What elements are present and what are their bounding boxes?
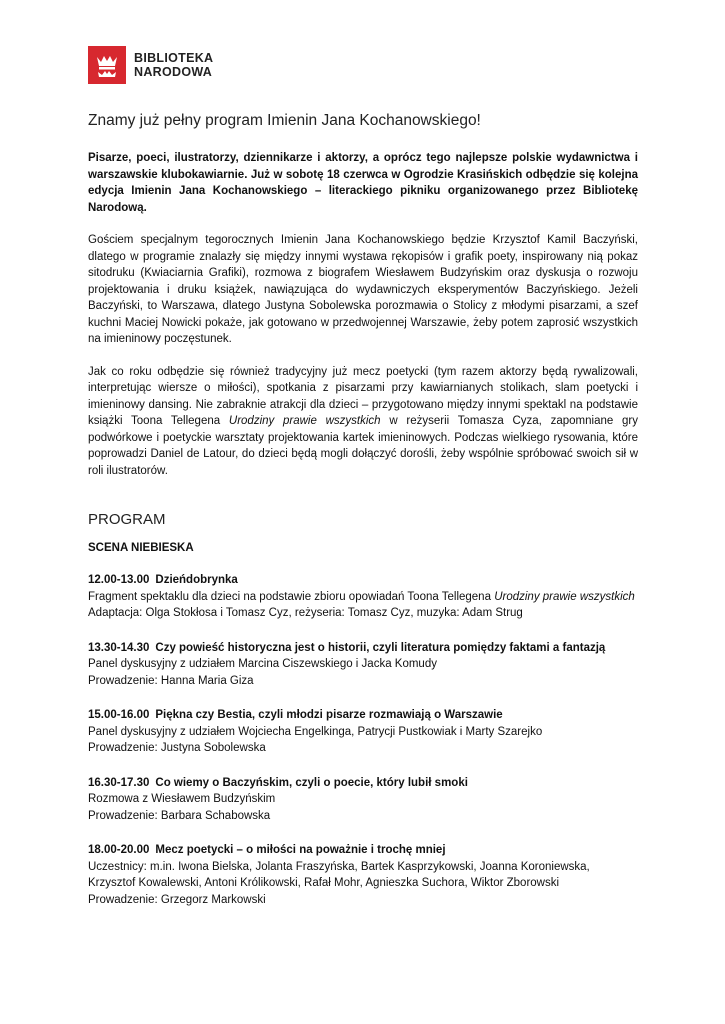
page-headline: Znamy już pełny program Imienin Jana Kochanowskiego! [88,112,481,129]
event-title: Czy powieść historyczna jest o historii, czyli literatura pomiędzy faktami a fantazją [155,641,606,654]
event-book-title: Urodziny prawie wszystkich [494,590,635,603]
book-title: Urodziny prawie wszystkich [228,415,381,427]
event-host: Prowadzenie: Hanna Maria Giza [88,674,254,687]
event-heading [88,775,638,792]
event-title: Piękna czy Bestia, czyli młodzi pisarze rozmawiają o Warszawie [155,709,503,721]
event-time: 18.00-20.00 [88,844,150,856]
event-heading [88,707,638,724]
event-description: Panel dyskusyjny z udziałem Wojciecha Engelkinga, Patrycji Pustkowiak i Marty Szarejko [88,725,543,738]
event-heading [88,640,638,657]
paragraph-2 [88,364,638,480]
crown-icon [88,46,126,84]
event-description: Rozmowa z Wiesławem Budzyńskim [88,793,276,805]
event-time: 15.00-16.00 [88,709,150,721]
event-description: Uczestnicy: m.in. Iwona Bielska, Jolanta Fraszyńska, Bartek Kasprzykowski, Joanna Koroniewska, Krzysztof Kowalewski, Antoni Królikowski, Rafał Mohr, Agnieszka Suchora, Wiktor Zborowski [88,860,590,889]
document-page [88,44,638,908]
event-description-text: Fragment spektaklu dla dzieci na podstawie zbioru opowiadań Toona Tellegena [88,590,495,603]
event-time: 12.00-13.00 [88,574,150,586]
program-event [88,842,638,908]
paragraph-1: Gościem specjalnym tegorocznych Imienin Jana Kochanowskiego będzie Krzysztof Kamil Baczyński, dlatego w programie znalazły się między innymi wystawa rękopisów i grafik poety, inspirowany nią pokaz sitodruku (Kwiaciarnia Grafiki), rozmowa z biografem Wiesławem Budzyńskim oraz dyskusja o rozwoju projektowania i druku książek, nawiązująca do wydawniczych eksperymentów Baczyńskiego. Jeżeli Baczyński, to Warszawa, dlatego Justyna Sobolewska porozmawia o Stolicy z młodymi pisarzami, a szef kuchni Maciej Nowicki pokaże, jak gotowano w przedwojennej Warszawie, żeby potem zaprosić wszystkich na imieninowy poczęstunek. [88,234,638,345]
event-title: Mecz poetycki – o miłości na poważnie i trochę mniej [155,844,446,856]
paragraph-2-part-2: w reżyserii Tomasza Cyza, zapomniane gry podwórkowe i poetyckie warsztaty projektowania kartek imieninowych. Podczas wielkiego rysowania, które poprowadzi Daniel de Latour, do dzieci będą mogli dołączyć dorośli, żeby wspólnie spróbować swoich sił w roli ilustratorów. [88,415,638,477]
event-time: 13.30-14.30 [88,641,150,654]
scene-title: SCENA NIEBIESKA [88,542,194,554]
event-description [88,589,638,606]
program-title: PROGRAM [88,511,166,528]
paragraph-2-part-1: Jak co roku odbędzie się również tradycyjny już mecz poetycki (tym razem aktorzy będą rywalizowali, interpretując wiersze o miłości), spotkania z pisarzami przy kawiarnianych stolikach, slam poetycki i imieninowy dansing. Nie zabraknie atrakcji dla dzieci – przygotowano między innymi spektakl na podstawie książki Toona Tellegena [88,365,638,427]
event-title: Co wiemy o Baczyńskim, czyli o poecie, który lubił smoki [155,776,468,789]
logo-text [134,51,213,79]
event-heading [88,842,638,859]
program-event [88,707,638,757]
event-host: Prowadzenie: Justyna Sobolewska [88,742,266,754]
event-host: Prowadzenie: Barbara Schabowska [88,809,271,822]
program-event [88,775,638,825]
event-host: Prowadzenie: Grzegorz Markowski [88,893,266,906]
event-credits: Adaptacja: Olga Stokłosa i Tomasz Cyz, reżyseria: Tomasz Cyz, muzyka: Adam Strug [88,607,523,619]
event-heading [88,572,638,589]
logo-line-2: NARODOWA [134,65,213,79]
event-description: Panel dyskusyjny z udziałem Marcina Ciszewskiego i Jacka Komudy [88,658,437,670]
biblioteka-narodowa-logo[interactable] [88,44,638,86]
logo-line-1: BIBLIOTEKA [134,51,214,65]
program-event [88,572,638,622]
lead-paragraph: Pisarze, poeci, ilustratorzy, dziennikarze i aktorzy, a oprócz tego najlepsze polskie wydawnictwa i warszawskie klubokawiarnie. Już w sobotę 18 czerwca w Ogrodzie Krasińskich odbędzie się kolejna edycja Imienin Jana Kochanowskiego – literackiego pikniku organizowanego przez Bibliotekę Narodową. [88,152,638,214]
event-time: 16.30-17.30 [88,776,150,789]
program-event [88,640,638,690]
event-title: Dzieńdobrynka [155,574,238,586]
